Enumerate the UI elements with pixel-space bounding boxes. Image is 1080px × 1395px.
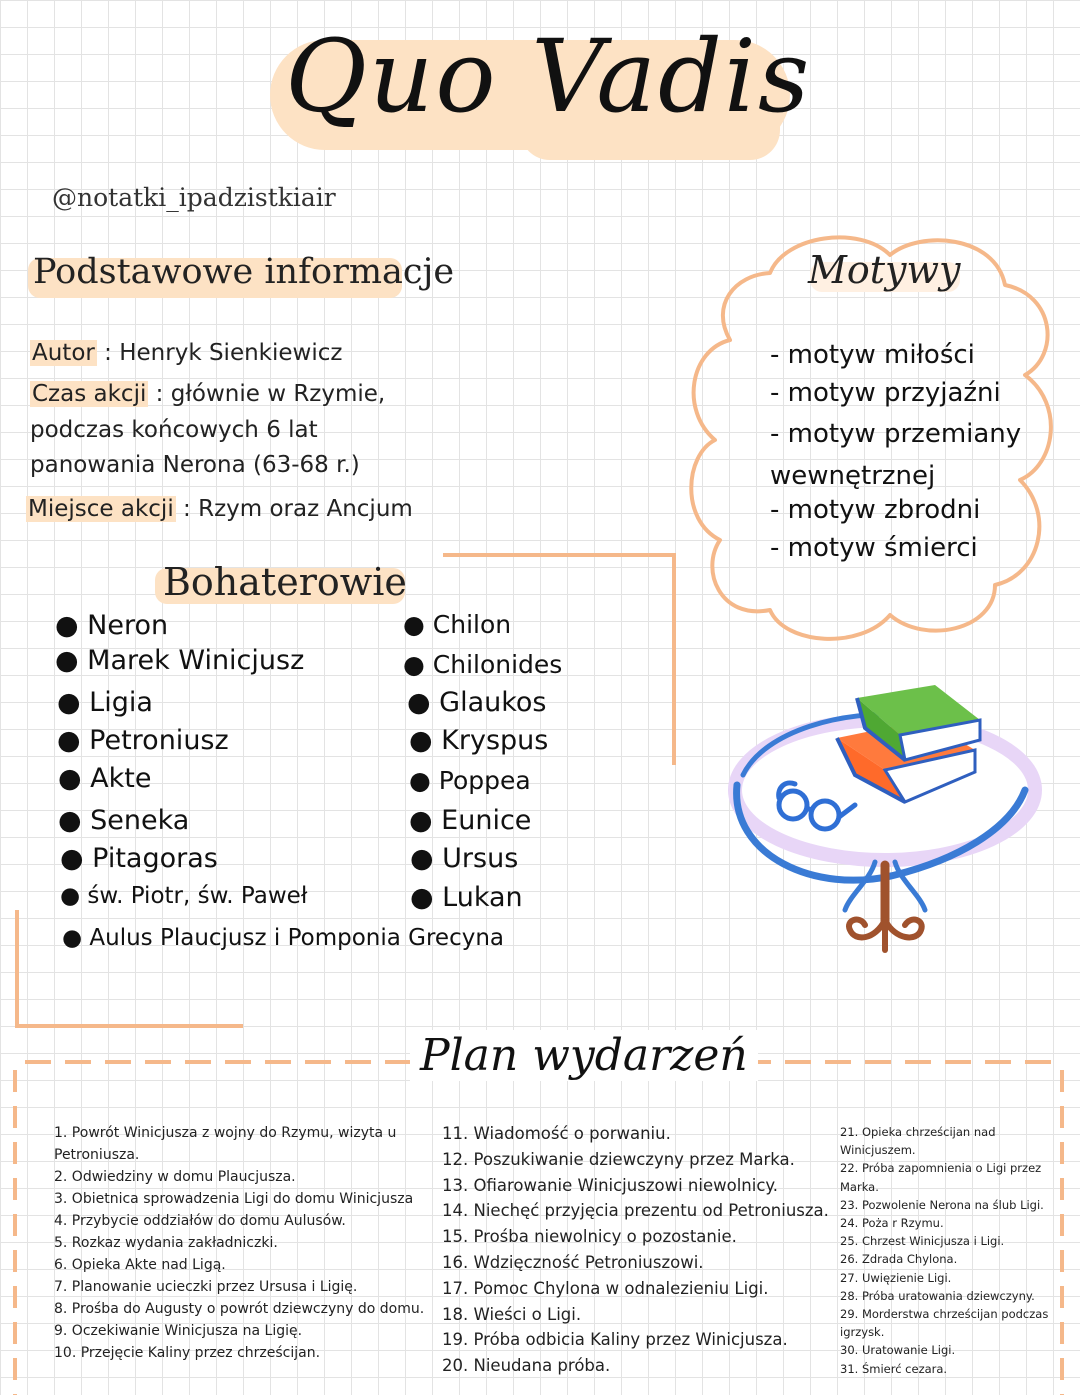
- place-line: Miejsce akcji : Rzym oraz Ancjum: [28, 496, 413, 522]
- plan-item: 13. Ofiarowanie Winicjuszowi niewolnicy.: [442, 1175, 779, 1195]
- plan-column-2: [442, 1121, 829, 1379]
- time-value-2: podczas końcowych 6 lat: [30, 417, 318, 443]
- plan-item: 23. Pozwolenie Nerona na ślub Ligi.: [840, 1197, 1044, 1212]
- characters-heading: Bohaterowie: [163, 560, 407, 604]
- author-label: Autor: [32, 340, 95, 366]
- motives-heading: Motywy: [808, 248, 961, 292]
- character-item: ● Poppea: [409, 766, 531, 795]
- time-value-1: głównie w Rzymie,: [170, 381, 386, 407]
- plan-item: 17. Pomoc Chylona w odnalezieniu Ligi.: [442, 1278, 769, 1298]
- character-item: ● Lukan: [410, 882, 523, 913]
- plan-item: 12. Poszukiwanie dziewczyny przez Marka.: [442, 1149, 795, 1169]
- plan-item: 10. Przejęcie Kaliny przez chrześcijan.: [54, 1345, 321, 1361]
- motive-item: - motyw zbrodni: [770, 495, 981, 525]
- plan-item: 15. Prośba niewolnicy o pozostanie.: [442, 1227, 737, 1247]
- character-item: ● Seneka: [58, 805, 190, 836]
- place-label: Miejsce akcji: [28, 496, 174, 522]
- motive-item: - motyw przemiany: [770, 419, 1022, 449]
- plan-column-1: [54, 1122, 434, 1364]
- plan-item: 30. Uratowanie Ligi.: [840, 1343, 956, 1358]
- plan-item: 5. Rozkaz wydania zakładniczki.: [54, 1235, 278, 1251]
- character-item: ● Kryspus: [409, 725, 549, 756]
- plan-item: 1. Powrót Winicjusza z wojny do Rzymu, wizyta u: [54, 1125, 397, 1141]
- author-value: Henryk Sienkiewicz: [119, 340, 343, 366]
- frame-line-left: [15, 910, 19, 1028]
- character-item: ● Aulus Plaucjusz i Pomponia Grecyna: [62, 925, 504, 951]
- plan-item: 20. Nieudana próba.: [442, 1356, 611, 1376]
- character-item: ● św. Piotr, św. Paweł: [60, 883, 308, 909]
- plan-item: 21. Opieka chrześcijan nad: [840, 1125, 996, 1139]
- plan-item: 31. Śmierć cezara.: [840, 1361, 948, 1376]
- time-line: Czas akcji : głównie w Rzymie,: [32, 381, 386, 407]
- character-item: ● Neron: [55, 610, 169, 641]
- books-table-illustration: [725, 680, 1045, 970]
- frame-line-top: [443, 553, 675, 557]
- author-line: Autor : Henryk Sienkiewicz: [32, 340, 343, 366]
- plan-item: 27. Uwięzienie Ligi.: [840, 1270, 952, 1285]
- plan-item: 25. Chrzest Winicjusza i Ligi.: [840, 1234, 1005, 1249]
- motive-item: - motyw przyjaźni: [770, 378, 1001, 408]
- time-label: Czas akcji: [32, 381, 147, 407]
- character-item: ● Marek Winicjusz: [55, 645, 305, 676]
- plan-item: 22. Próba zapomnienia o Ligi przez: [840, 1161, 1042, 1176]
- basic-info-heading: Podstawowe informacje: [33, 252, 455, 292]
- plan-item: 28. Próba uratowania dziewczyny.: [840, 1288, 1035, 1303]
- plan-item: igrzysk.: [840, 1325, 885, 1340]
- plan-item: 3. Obietnica sprowadzenia Ligi do domu Winicjusza: [54, 1191, 414, 1207]
- plan-item: 18. Wieści o Ligi.: [442, 1304, 582, 1324]
- plan-column-3: [840, 1123, 1048, 1378]
- character-item: ● Ligia: [57, 687, 153, 718]
- frame-line-bottom: [15, 1024, 243, 1028]
- page-title: Quo Vadis: [285, 18, 812, 135]
- plan-item: 16. Wdzięczność Petroniuszowi.: [442, 1252, 704, 1272]
- plan-item: 11. Wiadomość o porwaniu.: [442, 1124, 671, 1143]
- plan-item: Marka.: [840, 1179, 879, 1194]
- plan-item: 14. Niechęć przyjęcia prezentu od Petroniusza.: [442, 1201, 829, 1221]
- character-item: ● Ursus: [410, 843, 519, 874]
- time-value-3: panowania Nerona (63-68 r.): [30, 452, 360, 478]
- character-item: ● Glaukos: [407, 687, 547, 718]
- plan-item: 6. Opieka Akte nad Ligą.: [54, 1257, 226, 1273]
- plan-item: 7. Planowanie ucieczki przez Ursusa i Ligię.: [54, 1279, 358, 1295]
- plan-item: 19. Próba odbicia Kaliny przez Winicjusza.: [442, 1330, 788, 1350]
- plan-item: Petroniusza.: [54, 1147, 140, 1163]
- plan-item: 26. Zdrada Chylona.: [840, 1252, 958, 1267]
- plan-item: 9. Oczekiwanie Winicjusza na Ligię.: [54, 1323, 303, 1339]
- author-handle: @notatki_ipadzistkiair: [52, 183, 336, 212]
- plan-item: Winicjuszem.: [840, 1143, 916, 1158]
- motive-item: wewnętrznej: [770, 461, 936, 491]
- character-item: ● Akte: [58, 763, 152, 794]
- place-value: Rzym oraz Ancjum: [198, 496, 413, 522]
- plan-heading: Plan wydarzeń: [410, 1030, 758, 1081]
- motive-item: - motyw miłości: [770, 340, 975, 370]
- character-item: ● Chilonides: [403, 650, 563, 679]
- plan-item: 24. Poża r Rzymu.: [840, 1216, 944, 1231]
- plan-item: 4. Przybycie oddziałów do domu Aulusów.: [54, 1213, 346, 1229]
- character-item: ● Pitagoras: [60, 843, 218, 874]
- character-item: ● Petroniusz: [57, 725, 229, 756]
- motive-item: - motyw śmierci: [770, 533, 978, 563]
- character-item: ● Chilon: [403, 610, 512, 639]
- plan-item: 2. Odwiedziny w domu Plaucjusza.: [54, 1169, 296, 1185]
- character-item: ● Eunice: [409, 805, 532, 836]
- plan-item: 8. Prośba do Augusty o powrót dziewczyny do domu.: [54, 1301, 425, 1317]
- frame-line-right: [672, 553, 676, 765]
- plan-item: 29. Morderstwa chrześcijan podczas: [840, 1307, 1049, 1322]
